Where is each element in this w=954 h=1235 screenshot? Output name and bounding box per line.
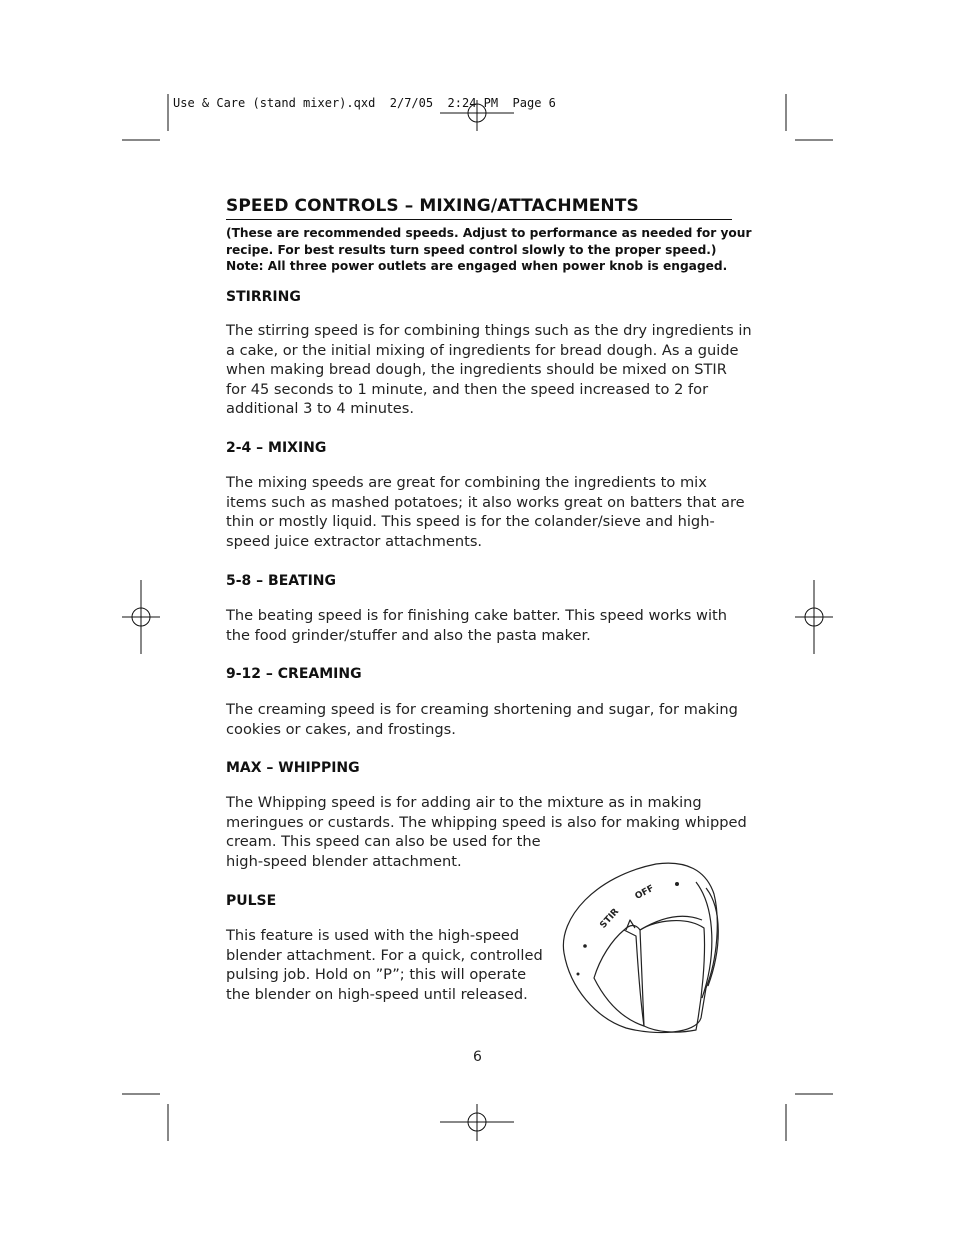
section-heading-beating: 5-8 – BEATING	[226, 573, 336, 589]
text-line: the food grinder/stuffer and also the pasta maker.	[226, 626, 591, 644]
text-line: additional 3 to 4 minutes.	[226, 400, 414, 418]
text-line: The stirring speed is for combining things such as the dry ingredients in	[226, 322, 752, 339]
note-line: (These are recommended speeds. Adjust to performance as needed for your	[226, 226, 752, 240]
text-line: the blender on high-speed until released.	[226, 985, 528, 1003]
section-text-creaming	[226, 700, 738, 739]
knob-label-off: OFF	[633, 883, 656, 902]
text-line: This feature is used with the high-speed	[226, 927, 520, 944]
section-text-mixing	[226, 473, 745, 551]
text-line: items such as mashed potatoes; it also works great on batters that are	[226, 493, 745, 511]
text-line: high-speed blender attachment.	[226, 852, 462, 870]
note-line: recipe. For best results turn speed control slowly to the proper speed.)	[226, 242, 717, 257]
text-line: The beating speed is for finishing cake batter. This speed works with	[226, 607, 727, 624]
text-line: The Whipping speed is for adding air to the mixture as in making	[226, 794, 702, 811]
section-heading-whipping: MAX – WHIPPING	[226, 760, 360, 776]
section-heading-mixing: 2-4 – MIXING	[226, 440, 327, 456]
note-line: Note: All three power outlets are engaged when power knob is engaged.	[226, 259, 728, 273]
text-line: cream. This speed can also be used for the	[226, 833, 541, 851]
section-heading-pulse: PULSE	[226, 893, 277, 909]
text-line: meringues or custards. The whipping speed is also for making whipped	[226, 813, 747, 831]
print-slug: Use & Care (stand mixer).qxd 2/7/05 2:24 PM Page 6	[173, 96, 556, 110]
speed-knob-illustration	[556, 858, 726, 1038]
section-text-stirring	[226, 321, 752, 419]
section-text-beating	[226, 606, 732, 645]
text-line: blender attachment. For a quick, controlled	[226, 946, 543, 964]
text-line: The creaming speed is for creaming shortening and sugar, for making	[226, 701, 738, 718]
section-heading-creaming: 9-12 – CREAMING	[226, 666, 362, 682]
knob-label-stir: STIR	[598, 906, 622, 931]
text-line: speed juice extractor attachments.	[226, 532, 483, 550]
text-line: pulsing job. Hold on ”P”; this will operate	[226, 966, 527, 984]
recommendation-note	[226, 225, 752, 275]
section-heading-stirring: STIRRING	[226, 289, 301, 305]
text-line: a cake, or the initial mixing of ingredients for bread dough. As a guide	[226, 341, 739, 359]
page-title: SPEED CONTROLS – MIXING/ATTACHMENTS	[226, 194, 732, 220]
text-line: when making bread dough, the ingredients should be mixed on STIR	[226, 361, 727, 379]
text-line: cookies or cakes, and frostings.	[226, 720, 456, 738]
text-line: for 45 seconds to 1 minute, and then the speed increased to 2 for	[226, 380, 709, 398]
page-number: 6	[473, 1049, 482, 1065]
text-line: The mixing speeds are great for combining the ingredients to mix	[226, 474, 707, 491]
text-line: thin or mostly liquid. This speed is for the colander/sieve and high-	[226, 513, 715, 531]
